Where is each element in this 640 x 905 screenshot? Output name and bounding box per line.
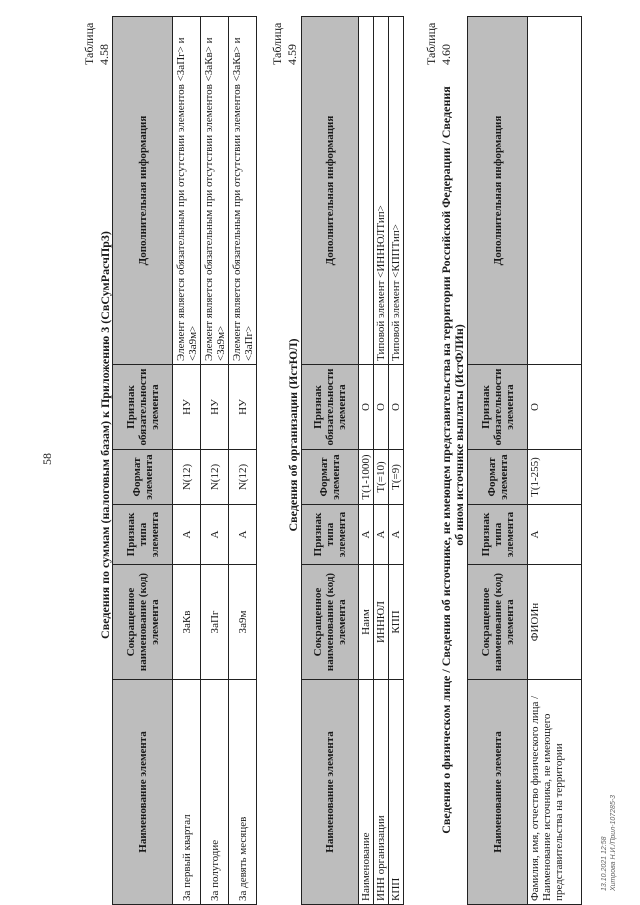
header-info: Дополнительная информация — [302, 17, 359, 365]
cell-name: За первый квартал — [173, 680, 201, 905]
table-4-59 — [301, 16, 404, 905]
cell-required: О — [359, 365, 374, 450]
cell-required: О — [528, 365, 582, 450]
cell-required: НУ — [229, 365, 257, 450]
stamp-date: 13.10.2021 12:58 — [601, 836, 608, 891]
header-info: Дополнительная информация — [113, 17, 173, 365]
header-format: Формат элемента — [468, 450, 528, 505]
cell-type: А — [528, 505, 582, 565]
cell-info — [359, 17, 374, 365]
table-row — [389, 17, 404, 905]
cell-type: А — [359, 505, 374, 565]
header-required: Признак обязательности элемента — [302, 365, 359, 450]
cell-info: Элемент является обязательным при отсутствии элементов <ЗаПг> и <За9м> — [173, 17, 201, 365]
cell-name: Наименование — [359, 680, 374, 905]
table-4-60-title-line1: Сведения о физическом лице / Сведения об источнике, не имеющем представительства на территории Российской Федерации / Сведения — [439, 86, 453, 834]
table-4-58-title: Сведения по суммам (налоговым базам) к Приложению 3 (СвСумРасчПр3) — [98, 231, 112, 639]
table-4-59-caption: Таблица 4.59 — [270, 22, 299, 65]
table-row — [201, 17, 229, 905]
document-stamp — [600, 795, 618, 891]
cell-type: А — [229, 505, 257, 565]
cell-code: ЗаКв — [173, 565, 201, 680]
cell-code: Наим — [359, 565, 374, 680]
cell-required: НУ — [173, 365, 201, 450]
header-required: Признак обязательности элемента — [113, 365, 173, 450]
cell-type: А — [173, 505, 201, 565]
cell-format: N(12) — [229, 450, 257, 505]
table-row — [173, 17, 201, 905]
cell-format: N(12) — [173, 450, 201, 505]
cell-type: А — [374, 505, 389, 565]
header-required: Признак обязательности элемента — [468, 365, 528, 450]
header-code: Сокращенное наименование (код) элемента — [468, 565, 528, 680]
cell-info: Элемент является обязательным при отсутствии элементов <ЗаКв> и <ЗаПг> — [229, 17, 257, 365]
header-code: Сокращенное наименование (код) элемента — [113, 565, 173, 680]
cell-required: НУ — [201, 365, 229, 450]
cell-name: За девять месяцев — [229, 680, 257, 905]
stamp-id: Хитрова Н.И./Прил-107285-3 — [610, 794, 617, 891]
cell-format: N(12) — [201, 450, 229, 505]
table-row — [374, 17, 389, 905]
header-info: Дополнительная информация — [468, 17, 528, 365]
table-4-60-caption: Таблица 4.60 — [424, 22, 453, 65]
header-type: Признак типа элемента — [113, 505, 173, 565]
cell-info — [528, 17, 582, 365]
table-4-60-title-line2: об ином источнике выплаты (ИстФЛИн) — [452, 324, 466, 546]
table-row — [528, 17, 582, 905]
page-number: 58 — [40, 453, 54, 465]
cell-type: А — [389, 505, 404, 565]
cell-info: Типовой элемент <КППТип> — [389, 17, 404, 365]
header-format: Формат элемента — [302, 450, 359, 505]
cell-name: КПП — [389, 680, 404, 905]
header-type: Признак типа элемента — [302, 505, 359, 565]
cell-format: T(=10) — [374, 450, 389, 505]
cell-code: КПП — [389, 565, 404, 680]
header-name: Наименование элемента — [468, 680, 528, 905]
table-4-59-title: Сведения об организации (ИстЮЛ) — [286, 338, 300, 532]
cell-format: T(1-1000) — [359, 450, 374, 505]
table-row — [229, 17, 257, 905]
cell-type: А — [201, 505, 229, 565]
table-row — [359, 17, 374, 905]
cell-code: ФИОИн — [528, 565, 582, 680]
cell-format: T(1-255) — [528, 450, 582, 505]
header-type: Признак типа элемента — [468, 505, 528, 565]
header-name: Наименование элемента — [113, 680, 173, 905]
cell-required: О — [389, 365, 404, 450]
header-code: Сокращенное наименование (код) элемента — [302, 565, 359, 680]
table-4-58-caption: Таблица 4.58 — [82, 22, 111, 65]
cell-info: Элемент является обязательным при отсутствии элементов <ЗаКв> и <За9м> — [201, 17, 229, 365]
cell-info: Типовой элемент <ИННЮЛТип> — [374, 17, 389, 365]
cell-name: Фамилия, имя, отчество физического лица / Наименование источника, не имеющего представительства на территории — [528, 680, 582, 905]
header-format: Формат элемента — [113, 450, 173, 505]
cell-format: T(=9) — [389, 450, 404, 505]
cell-code: ЗаПг — [201, 565, 229, 680]
cell-required: О — [374, 365, 389, 450]
table-4-58 — [112, 16, 257, 905]
header-name: Наименование элемента — [302, 680, 359, 905]
cell-code: За9м — [229, 565, 257, 680]
cell-code: ИННЮЛ — [374, 565, 389, 680]
table-4-60 — [467, 16, 582, 905]
cell-name: За полугодие — [201, 680, 229, 905]
cell-name: ИНН организации — [374, 680, 389, 905]
